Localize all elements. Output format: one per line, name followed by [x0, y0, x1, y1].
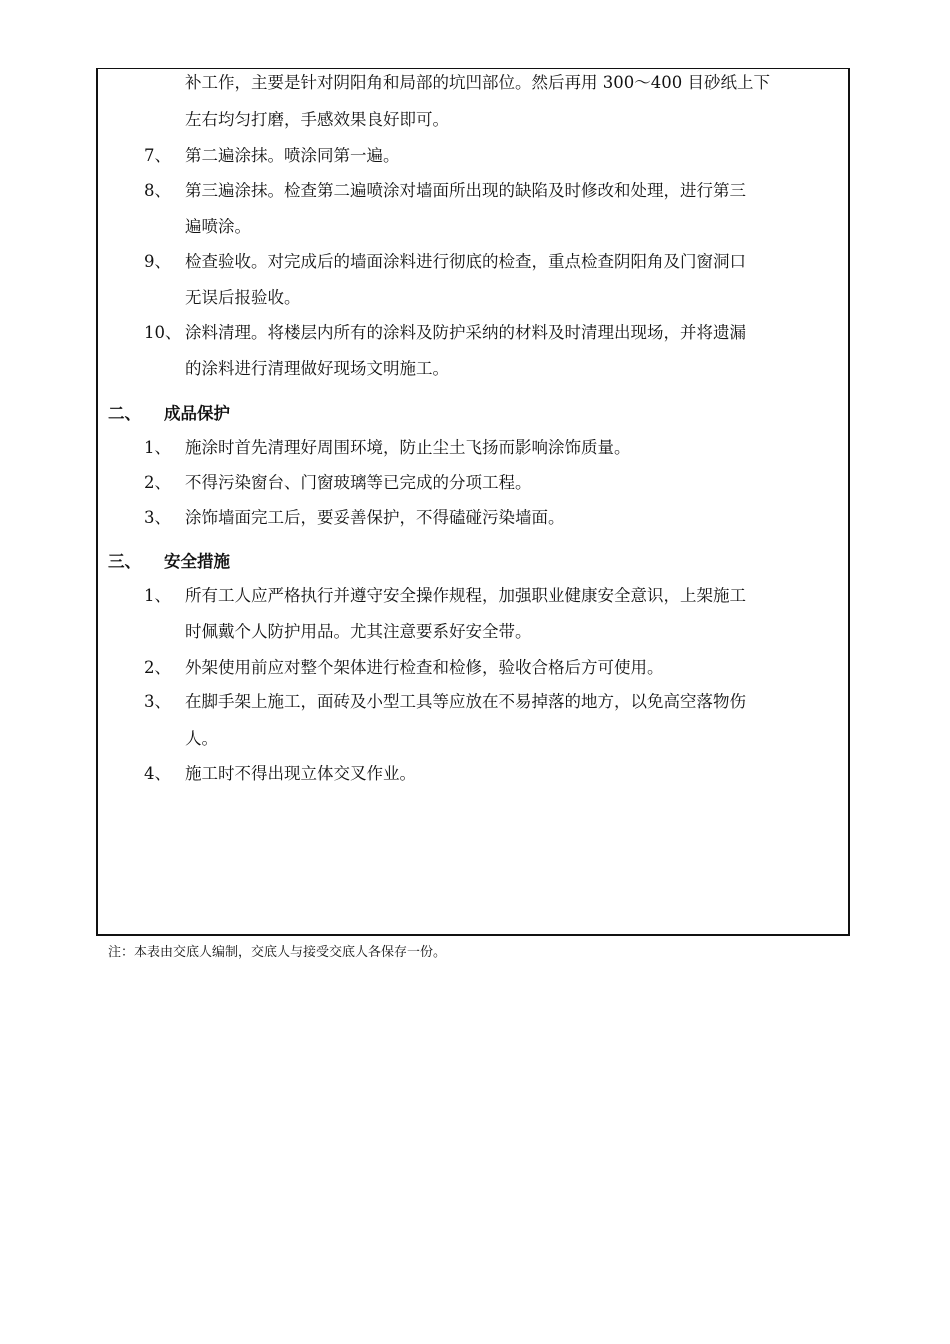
step-text: 第二遍涂抹。喷涂同第一遍。	[185, 146, 400, 165]
list-item-text: 在脚手架上施工，面砖及小型工具等应放在不易掉落的地方，以免高空落物伤	[185, 692, 746, 711]
list-item-text: 施涂时首先清理好周围环境，防止尘土飞扬而影响涂饰质量。	[185, 438, 631, 457]
section-title: 成品保护	[164, 404, 230, 423]
list-item-text: 涂饰墙面完工后，要妥善保护，不得磕碰污染墙面。	[185, 508, 565, 527]
continuation-line-2: 左右均匀打磨，手感效果良好即可。	[185, 110, 449, 129]
list-item-number: 1、	[144, 586, 171, 605]
step-text-continued: 的涂料进行清理做好现场文明施工。	[185, 359, 449, 378]
step-text: 检查验收。对完成后的墙面涂料进行彻底的检查，重点检查阴阳角及门窗洞口	[185, 252, 746, 271]
list-item-text: 施工时不得出现立体交叉作业。	[185, 764, 416, 783]
list-item-number: 2、	[144, 473, 171, 492]
list-item-number: 3、	[144, 692, 171, 711]
section-title: 安全措施	[164, 552, 230, 571]
list-item-number: 4、	[144, 764, 171, 783]
step-number: 7、	[144, 146, 171, 165]
list-item-text-continued: 人。	[185, 729, 218, 748]
list-item-text: 所有工人应严格执行并遵守安全操作规程，加强职业健康安全意识，上架施工	[185, 586, 746, 605]
section-number: 三、	[108, 552, 141, 571]
list-item-number: 1、	[144, 438, 171, 457]
step-number: 9、	[144, 252, 171, 271]
step-text: 涂料清理。将楼层内所有的涂料及防护采纳的材料及时清理出现场，并将遗漏	[185, 323, 746, 342]
list-item-text-continued: 时佩戴个人防护用品。尤其注意要系好安全带。	[185, 622, 532, 641]
step-number: 10、	[144, 323, 182, 342]
step-text-continued: 无误后报验收。	[185, 288, 301, 307]
step-text: 第三遍涂抹。检查第二遍喷涂对墙面所出现的缺陷及时修改和处理，进行第三	[185, 181, 746, 200]
list-item-text: 不得污染窗台、门窗玻璃等已完成的分项工程。	[185, 473, 532, 492]
continuation-line-1: 补工作，主要是针对阴阳角和局部的坑凹部位。然后再用 300～400 目砂纸上下	[185, 73, 770, 92]
section-number: 二、	[108, 404, 141, 423]
footnote: 注：本表由交底人编制，交底人与接受交底人各保存一份。	[108, 945, 447, 960]
list-item-text: 外架使用前应对整个架体进行检查和检修，验收合格后方可使用。	[185, 658, 664, 677]
step-number: 8、	[144, 181, 171, 200]
list-item-number: 3、	[144, 508, 171, 527]
list-item-number: 2、	[144, 658, 171, 677]
step-text-continued: 遍喷涂。	[185, 217, 251, 236]
